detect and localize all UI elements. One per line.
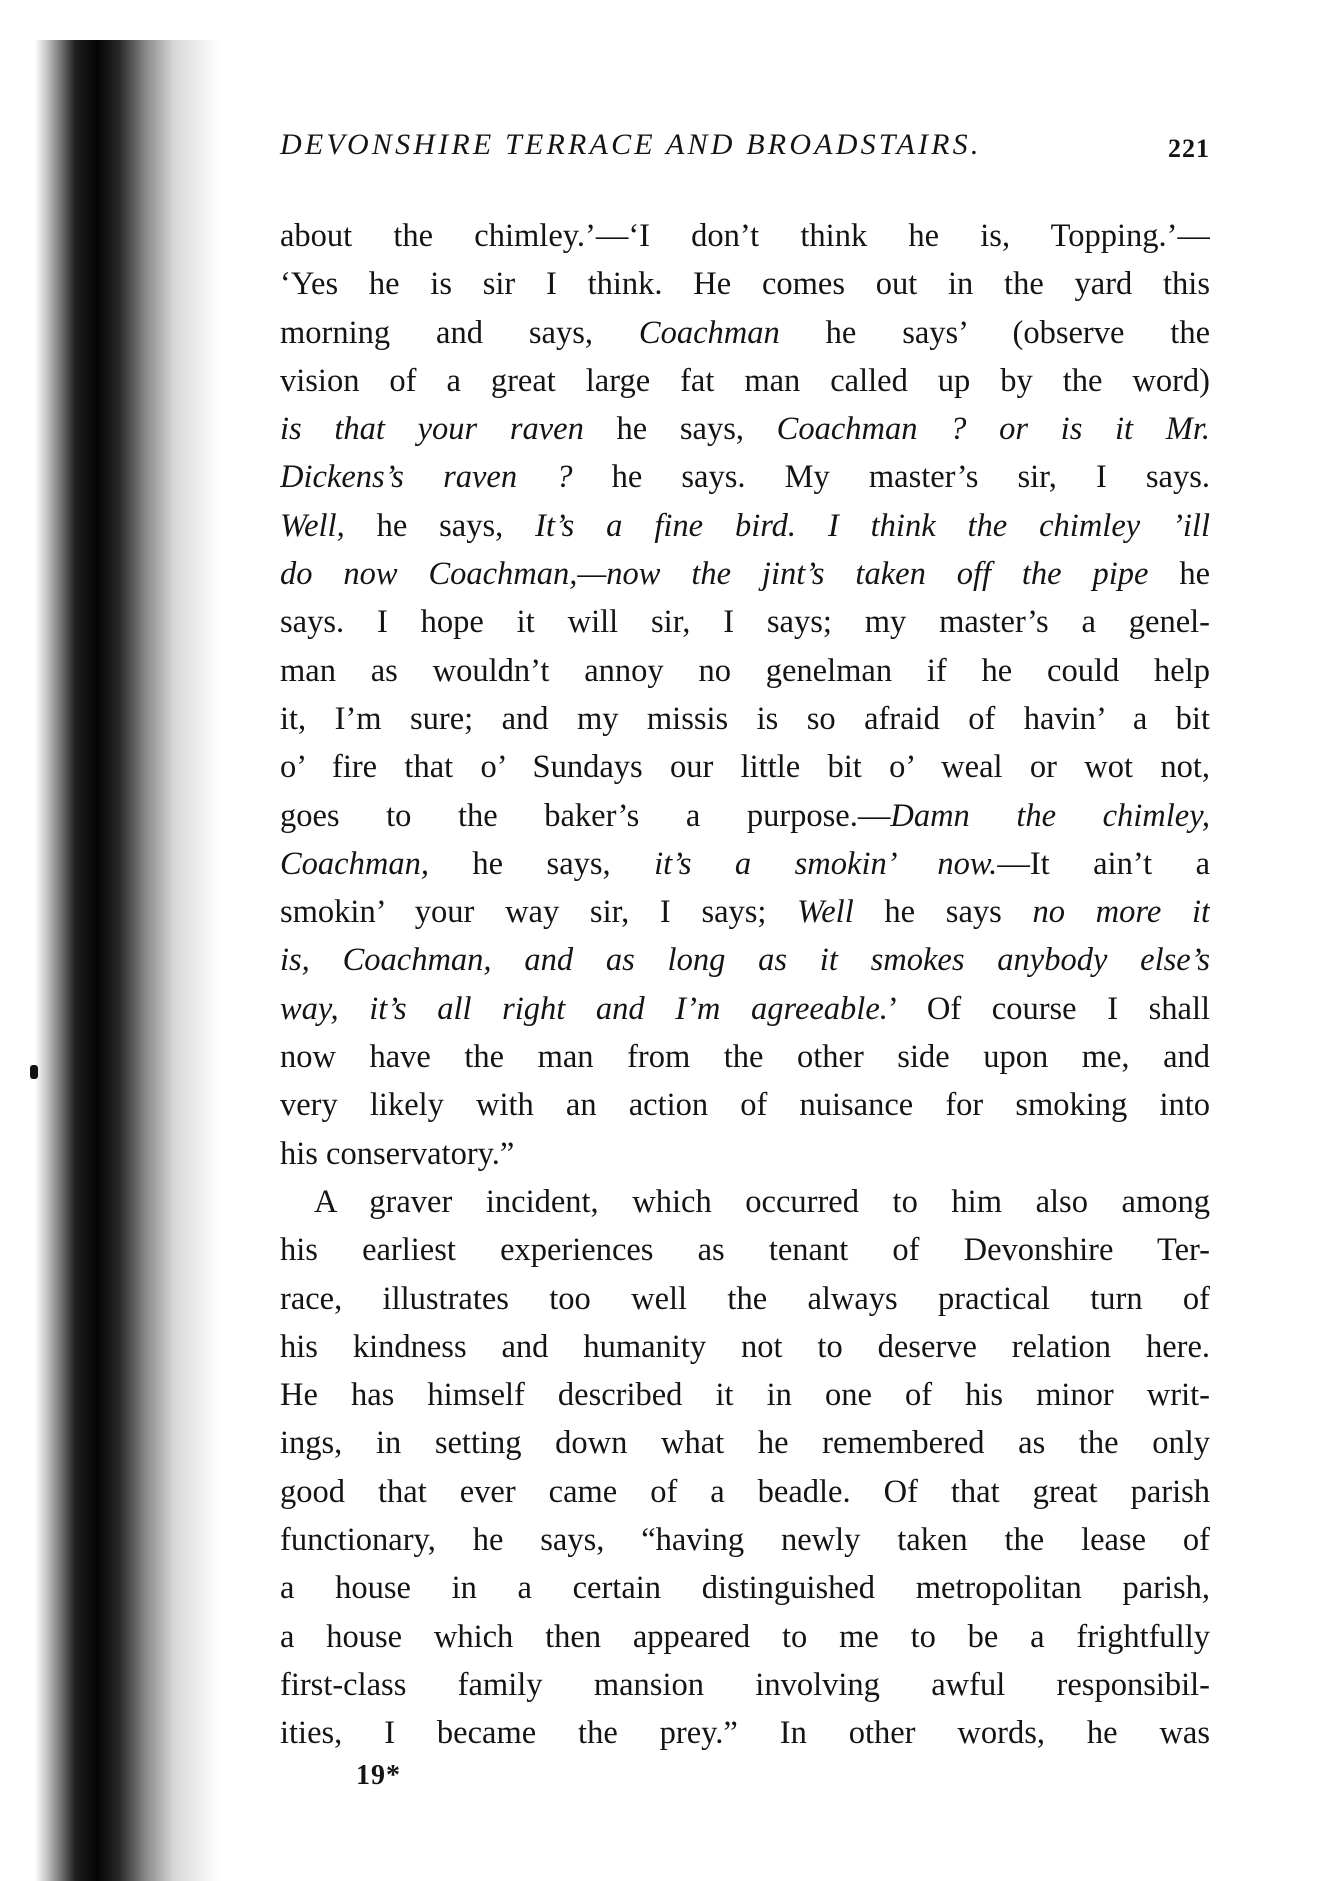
italic-text: do now Coachman,—now the jint’s taken off the pipe — [280, 556, 1149, 593]
text-run: ings, in setting down what he remembered as the only — [280, 1425, 1210, 1462]
text-line — [280, 598, 1210, 646]
text-run: a house in a certain distinguished metropolitan parish, — [280, 1570, 1210, 1607]
text-run: vision of a great large fat man called up by the word) — [280, 362, 1210, 399]
italic-text: Coachman, — [280, 845, 429, 882]
text-line — [280, 1130, 1210, 1178]
text-run: goes to the baker’s a purpose.— — [280, 797, 891, 834]
text-run: smokin’ your way sir, I says; — [280, 894, 798, 931]
text-line — [280, 695, 1210, 743]
text-run: ities, I became the prey.” In other words, he was — [280, 1715, 1210, 1752]
text-run: ’ Of course I shall — [887, 990, 1210, 1027]
text-line — [280, 1661, 1210, 1709]
italic-text: Coachman — [638, 314, 780, 351]
text-run: his conservatory.” — [280, 1135, 515, 1172]
binding-shadow — [35, 40, 220, 1881]
text-run: A graver incident, which occurred to him also among — [314, 1183, 1210, 1220]
text-line — [280, 1226, 1210, 1274]
text-line — [280, 1178, 1210, 1226]
text-line — [280, 792, 1210, 840]
text-line — [280, 502, 1210, 550]
text-run: his kindness and humanity not to deserve relation here. — [280, 1328, 1210, 1365]
text-run: ‘Yes he is sir I think. He comes out in the yard this — [280, 266, 1210, 303]
text-run: man as wouldn’t annoy no genelman if he could help — [280, 652, 1210, 689]
text-run: very likely with an action of nuisance for smoking into — [280, 1087, 1210, 1124]
text-line — [280, 647, 1210, 695]
text-run: first-class family mansion involving awful responsibil- — [280, 1666, 1210, 1703]
italic-text: it’s a smokin’ now. — [654, 845, 998, 882]
text-line — [280, 212, 1210, 260]
italic-text: Dickens’s raven ? — [280, 459, 573, 496]
text-line — [280, 985, 1210, 1033]
italic-text: Well, — [280, 507, 345, 544]
italic-text: is that your raven — [280, 411, 584, 448]
text-line — [280, 936, 1210, 984]
text-line — [280, 1323, 1210, 1371]
italic-text: Damn the chimley, — [890, 797, 1210, 834]
text-line — [280, 1709, 1210, 1757]
text-run: he says. My master’s sir, I says. — [572, 459, 1210, 496]
text-run: it, I’m sure; and my missis is so afraid of havin’ a bit — [280, 700, 1210, 737]
text-run: his earliest experiences as tenant of Devonshire Ter- — [280, 1232, 1210, 1269]
text-run: he says — [853, 894, 1033, 931]
page-number: 221 — [1168, 134, 1210, 163]
text-run: He has himself described it in one of his minor writ- — [280, 1377, 1210, 1414]
italic-text: no more it — [1032, 894, 1210, 931]
body-text — [280, 212, 1210, 1758]
signature-mark: 19* — [356, 1760, 401, 1791]
text-run: he says, — [428, 845, 655, 882]
running-head — [280, 128, 1210, 172]
text-line — [280, 260, 1210, 308]
italic-text: Well — [797, 894, 854, 931]
text-line — [280, 840, 1210, 888]
text-line — [280, 743, 1210, 791]
text-run: —It ain’t a — [997, 845, 1210, 882]
text-line — [280, 1081, 1210, 1129]
text-line — [280, 1564, 1210, 1612]
italic-text: Coachman ? or is it Mr. — [776, 411, 1210, 448]
text-line — [280, 453, 1210, 501]
text-run: he — [1148, 556, 1210, 593]
running-title: DEVONSHIRE TERRACE AND BROADSTAIRS. — [280, 128, 982, 161]
text-run: now have the man from the other side upon me, and — [280, 1039, 1210, 1076]
scan-speck — [30, 1065, 38, 1079]
text-run: says. I hope it will sir, I says; my master’s a genel- — [280, 604, 1210, 641]
text-run: race, illustrates too well the always practical turn of — [280, 1280, 1210, 1317]
text-run: o’ fire that o’ Sundays our little bit o’ weal or wot not, — [280, 749, 1210, 786]
italic-text: way, it’s all right and I’m agreeable. — [280, 990, 888, 1027]
text-line — [280, 405, 1210, 453]
text-line — [280, 1468, 1210, 1516]
text-line — [280, 1419, 1210, 1467]
text-line — [280, 1033, 1210, 1081]
text-line — [280, 357, 1210, 405]
text-run: a house which then appeared to me to be a frightfully — [280, 1618, 1210, 1655]
text-line — [280, 1516, 1210, 1564]
text-line — [280, 1275, 1210, 1323]
text-run: about the chimley.’—‘I don’t think he is, Topping.’— — [280, 218, 1210, 254]
text-line — [280, 309, 1210, 357]
text-run: morning and says, — [280, 314, 639, 351]
text-line — [280, 1371, 1210, 1419]
text-line — [280, 550, 1210, 598]
italic-text: It’s a fine bird. I think the chimley ’ill — [535, 507, 1210, 544]
text-line — [280, 1613, 1210, 1661]
italic-text: is, Coachman, and as long as it smokes anybody else’s — [280, 942, 1210, 979]
text-run: he says’ (observe the — [779, 314, 1210, 351]
text-line — [280, 888, 1210, 936]
text-run: he says, — [583, 411, 777, 448]
text-run: functionary, he says, “having newly taken the lease of — [280, 1522, 1210, 1559]
text-run: good that ever came of a beadle. Of that great parish — [280, 1473, 1210, 1510]
text-run: he says, — [344, 507, 536, 544]
